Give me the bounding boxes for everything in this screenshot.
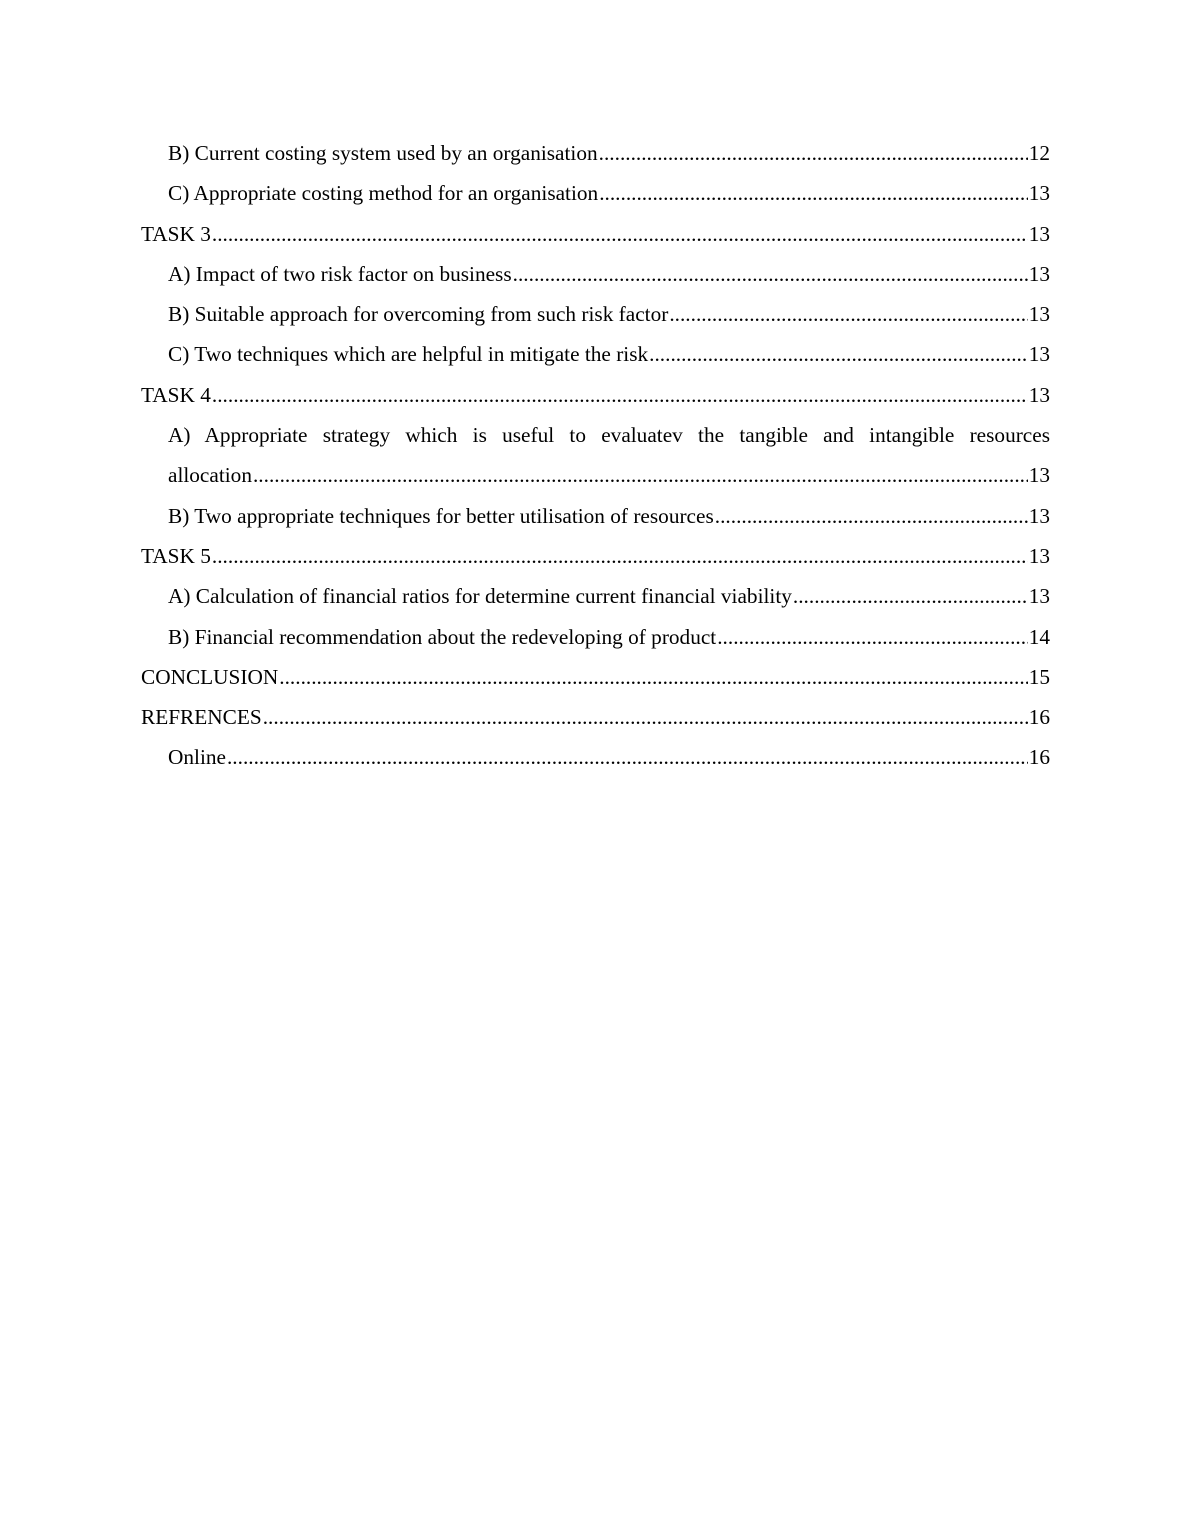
toc-entry-label: CONCLUSION (141, 664, 279, 689)
toc-page-number: 13 (1028, 584, 1050, 609)
toc-page-number: 12 (1028, 141, 1050, 165)
toc-leader-dots (212, 375, 1028, 415)
toc-entry-label: TASK 3 (141, 221, 211, 246)
toc-entry[interactable] (141, 617, 1050, 657)
toc-page-number: 13 (1028, 463, 1050, 488)
toc-leader-dots (212, 536, 1028, 576)
toc-entry-label: TASK 4 (141, 382, 211, 407)
toc-entry[interactable] (141, 334, 1050, 374)
toc-entry-label: C) Appropriate costing method for an organisation (168, 181, 599, 206)
toc-leader-dots (717, 617, 1027, 657)
toc-entry[interactable] (141, 415, 1050, 496)
toc-page-number: 13 (1028, 342, 1050, 367)
toc-entry-label: TASK 5 (141, 543, 211, 568)
toc-entry[interactable] (141, 133, 1050, 173)
toc-entry[interactable] (141, 737, 1050, 777)
toc-entry-label: Online (168, 745, 226, 770)
toc-leader-dots (649, 334, 1028, 374)
toc-page-number: 13 (1028, 302, 1050, 327)
toc-entry-label: A) Appropriate strategy which is useful to evaluatev the tangible and intangible resources (168, 423, 1050, 448)
toc-page-number: 15 (1028, 664, 1050, 689)
toc-leader-dots (669, 294, 1027, 334)
toc-page-number: 13 (1028, 543, 1050, 568)
toc-leader-dots (212, 214, 1028, 254)
toc-page-number: 13 (1028, 181, 1050, 206)
toc-entry[interactable] (141, 576, 1050, 616)
toc-leader-dots (793, 576, 1028, 616)
toc-entry[interactable] (141, 536, 1050, 576)
toc-leader-dots (263, 697, 1028, 737)
toc-entry-continuation (168, 455, 1050, 495)
toc-page-number: 14 (1028, 624, 1050, 649)
toc-page-number: 13 (1028, 503, 1050, 528)
toc-page-number: 13 (1028, 221, 1050, 246)
toc-entry-label: B) Financial recommendation about the redeveloping of product (168, 624, 717, 649)
toc-entry-label: REFRENCES (141, 705, 262, 730)
toc-page-number: 13 (1028, 382, 1050, 407)
toc-entry[interactable] (141, 214, 1050, 254)
table-of-contents (141, 133, 1050, 778)
toc-entry[interactable] (141, 375, 1050, 415)
toc-leader-dots (599, 173, 1028, 213)
toc-entry[interactable] (141, 496, 1050, 536)
toc-entry-label: B) Suitable approach for overcoming from such risk factor (168, 302, 669, 327)
toc-entry-label: B) Two appropriate techniques for better utilisation of resources (168, 503, 714, 528)
toc-entry[interactable] (141, 294, 1050, 334)
toc-entry[interactable] (141, 254, 1050, 294)
toc-entry-label: B) Current costing system used by an organisation (168, 141, 598, 165)
toc-page-number: 16 (1028, 745, 1050, 770)
toc-leader-dots (253, 455, 1028, 495)
toc-leader-dots (513, 254, 1028, 294)
toc-entry-label: C) Two techniques which are helpful in mitigate the risk (168, 342, 649, 367)
toc-page-number: 16 (1028, 705, 1050, 730)
toc-entry-label: A) Calculation of financial ratios for determine current financial viability (168, 584, 792, 609)
toc-leader-dots (279, 657, 1027, 697)
toc-entry[interactable] (141, 657, 1050, 697)
toc-page-number: 13 (1028, 261, 1050, 286)
toc-leader-dots (599, 133, 1028, 173)
toc-leader-dots (715, 496, 1028, 536)
toc-entry[interactable] (141, 173, 1050, 213)
toc-entry-label: A) Impact of two risk factor on business (168, 261, 512, 286)
toc-leader-dots (227, 737, 1028, 777)
toc-entry-label: allocation (168, 463, 252, 488)
toc-entry[interactable] (141, 697, 1050, 737)
